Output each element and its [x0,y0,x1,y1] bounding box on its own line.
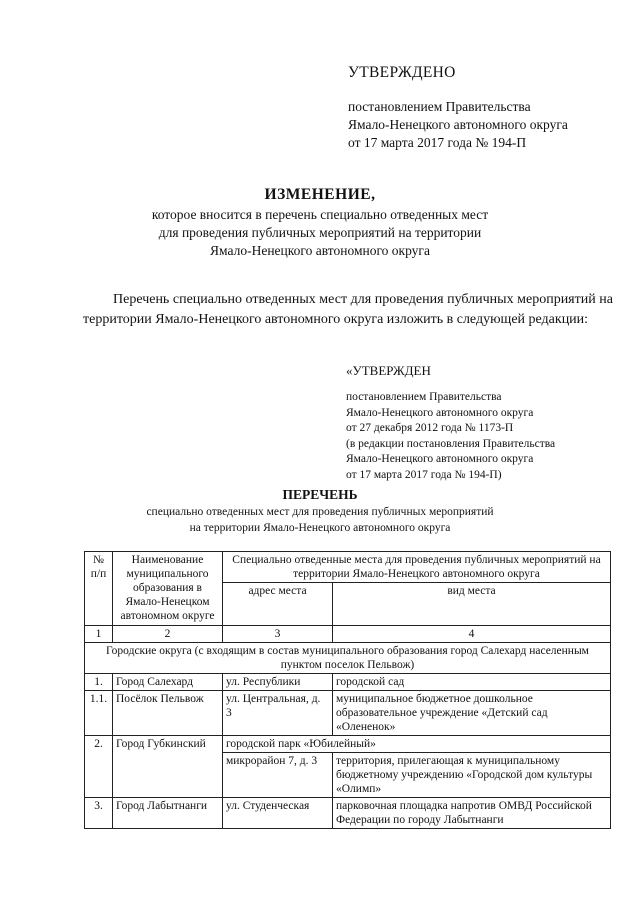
approval-line: постановлением Правительства [348,99,531,114]
subtitle-line: Ямало-Ненецкого автономного округа [210,243,430,258]
header-places: Специально отведенные места для проведения публичных мероприятий на территории Ямало-Ненецкого автономного округа [223,552,611,583]
row-kind: муниципальное бюджетное дошкольное образовательное учреждение «Детский сад «Олененок» [333,691,611,736]
body-paragraph-text: Перечень специально отведенных мест для проведения публичных мероприятий на территории Ямало-Ненецкого автономного округа изложить в следующей редакции: [83,292,613,327]
subtitle-line: для проведения публичных мероприятий на территории [158,225,482,240]
approval-line: Ямало-Ненецкого автономного округа [348,117,568,132]
approval2-line: от 17 марта 2017 года № 194-П) [346,468,502,481]
subtitle-line: которое вносится в перечень специально отведенных мест [151,207,489,222]
colnum-cell: 4 [333,626,611,643]
row-address: микрорайон 7, д. 3 [223,753,333,798]
colnum-cell: 1 [85,626,113,643]
approval2-line: постановлением Правительства [346,391,502,403]
row-municipality: Посёлок Пельвож [113,691,223,736]
body-paragraph [83,290,613,330]
table-row [85,691,611,736]
row-address: ул. Республики [223,674,333,691]
row-municipality: Город Лабытнанги [113,798,223,829]
colnum-cell: 2 [113,626,223,643]
table-section-row [85,643,611,674]
row-num: 1.1. [85,691,113,736]
row-address: ул. Центральная, д. 3 [223,691,333,736]
document-title: ИЗМЕНЕНИЕ, [264,186,376,203]
row-num: 2. [85,736,113,798]
row-kind: парковочная площадка напротив ОМВД Российской Федерации по городу Лабытнанги [333,798,611,829]
row-address: ул. Студенческая [223,798,333,829]
approval2-line: Ямало-Ненецкого автономного округа [346,453,534,465]
header-address: адрес места [223,583,333,626]
header-num: № п/п [85,552,113,626]
header-kind: вид места [333,583,611,626]
row-num: 3. [85,798,113,829]
table-row [85,736,611,753]
colnum-cell: 3 [223,626,333,643]
list-subtitle-line: на территории Ямало-Ненецкого автономного округа [189,521,451,534]
list-title: ПЕРЕЧЕНЬ [282,487,358,502]
approval2-block [346,390,555,483]
approval2-line: (в редакции постановления Правительства [346,437,556,450]
approval2-heading: «УТВЕРЖДЕН [346,363,431,378]
approval-heading: УТВЕРЖДЕНО [348,64,456,81]
list-subtitle-line: специально отведенных мест для проведения публичных мероприятий [146,506,494,518]
places-table [84,551,611,829]
list-subtitle [0,505,640,536]
row-municipality: Город Салехард [113,674,223,691]
approval-line: от 17 марта 2017 года № 194-П [348,135,527,150]
row-address-span: городской парк «Юбилейный» [223,736,611,753]
row-kind: городской сад [333,674,611,691]
table-header-row [85,552,611,583]
row-municipality: Город Губкинский [113,736,223,798]
document-subtitle [0,206,640,260]
section-heading: Городские округа (с входящим в состав муниципального образования город Салехард населенным пунктом поселок Пельвож) [85,643,611,674]
row-num: 1. [85,674,113,691]
header-municipality: Наименование муниципального образования в Ямало-Ненецком автономном округе [113,552,223,626]
table-row [85,674,611,691]
approval2-line: от 27 декабря 2012 года № 1173-П [346,422,514,434]
row-kind: территория, прилегающая к муниципальному бюджетному учреждению «Городской дом культуры «Олимп» [333,753,611,798]
table-colnum-row [85,626,611,643]
approval-block [348,98,568,152]
approval2-line: Ямало-Ненецкого автономного округа [346,406,534,419]
table-row [85,798,611,829]
